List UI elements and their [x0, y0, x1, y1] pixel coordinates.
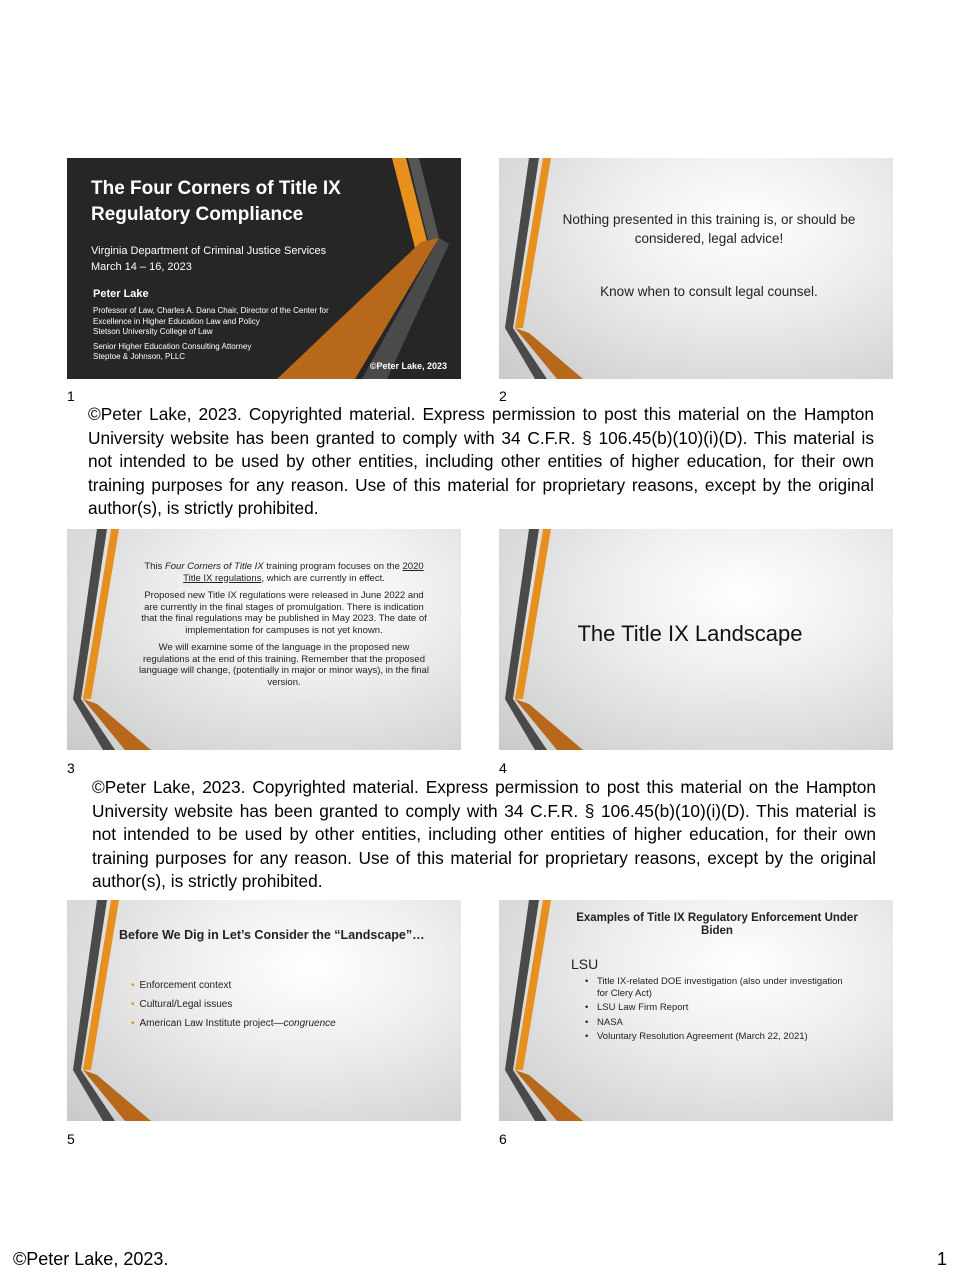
slide-6 — [499, 900, 893, 1121]
bullet-icon: • — [585, 1002, 589, 1013]
bullet-icon: • — [585, 1031, 589, 1042]
bullet-text: Enforcement context — [139, 980, 232, 991]
page-number: 1 — [936, 1249, 947, 1269]
slide-1-org: Virginia Department of Criminal Justice Services — [91, 245, 327, 257]
slide-1-presenter: Peter Lake — [93, 288, 149, 300]
slide-number: 5 — [67, 1131, 75, 1147]
bullet-icon: • — [585, 1016, 589, 1028]
copyright-notice: ©Peter Lake, 2023. Copyrighted material. Express permission to post this material on the Hampton University website has been granted to comply with 34 C.F.R. § 106.45(b)(10)(i)(D). This material is not intended to be used by other entities, including other entities of higher education, for their own training purposes for any reason. Use of this material for proprietary reasons, except by the original author(s), is strictly prohibited. — [92, 777, 876, 891]
bullet-text: NASA — [597, 1016, 623, 1028]
text-run: This — [144, 561, 165, 572]
slide-3-paragraph: Proposed new Title IX regulations were released in June 2022 and are currently in the final stages of promulgation. There is indication that the final regulations may be published in May 2023. The date of implementation for campuses is not yet known. — [141, 590, 427, 636]
list-item — [583, 1017, 843, 1029]
slide-5-bullets — [131, 976, 336, 1033]
affiliation-line: Senior Higher Education Consulting Attorney — [93, 341, 252, 351]
slide-number: 1 — [67, 388, 75, 404]
page-footer-copyright: ©Peter Lake, 2023. — [13, 1249, 169, 1269]
text-run: , which are currently in effect. — [261, 572, 385, 584]
slide-1-title: The Four Corners of Title IX Regulatory Compliance — [91, 178, 341, 225]
slide-4-title: The Title IX Landscape — [577, 621, 803, 646]
bullet-icon: • — [131, 1018, 135, 1029]
slide-5-title: Before We Dig in Let’s Consider the “Landscape”… — [119, 928, 425, 942]
slide-3-paragraph: We will examine some of the language in the proposed new regulations at the end of this training. Remember that the proposed language will change, (potentially in major or minor ways), in the final version. — [139, 642, 429, 688]
bullet-text: American Law Institute project— — [139, 1018, 284, 1029]
slide-1-affiliation — [93, 306, 343, 363]
slide-6-title: Examples of Title IX Regulatory Enforcement Under Biden — [576, 912, 858, 937]
list-item — [583, 976, 843, 999]
program-name: Four Corners of Title IX — [164, 561, 264, 572]
list-item — [131, 1014, 336, 1033]
slide-3-body — [139, 561, 429, 694]
slide-number: 2 — [499, 388, 507, 404]
slide-6-bullets — [583, 976, 843, 1046]
slide-4 — [499, 529, 893, 750]
slide-number: 3 — [67, 760, 75, 776]
list-item — [131, 995, 336, 1014]
affiliation-line: Professor of Law, Charles A. Dana Chair, Director of the Center for Excellence in Higher Education Law and Policy — [93, 306, 329, 326]
affiliation-line: Steptoe & Johnson, PLLC — [93, 352, 186, 361]
slide-3-paragraph — [139, 561, 429, 584]
list-item — [583, 1002, 843, 1014]
slide-number: 4 — [499, 760, 507, 776]
slide-6-subtitle: LSU — [571, 956, 599, 972]
copyright-notice: ©Peter Lake, 2023. Copyrighted material. Express permission to post this material on the Hampton University website has been granted to comply with 34 C.F.R. § 106.45(b)(10)(i)(D). This material is not intended to be used by other entities, including other entities of higher education, for their own training purposes for any reason. Use of this material for proprietary reasons, except by the original author(s), is strictly prohibited. — [88, 404, 874, 518]
bullet-text: Title IX-related DOE investigation (also under investigation for Clery Act) — [597, 976, 843, 999]
slide-1-event — [91, 243, 326, 275]
list-item — [583, 1031, 843, 1043]
bullet-text: Cultural/Legal issues — [139, 999, 233, 1010]
bullet-icon: • — [585, 976, 589, 987]
bullet-icon: • — [131, 999, 135, 1010]
slide-1 — [67, 158, 461, 379]
bullet-text: Voluntary Resolution Agreement (March 22, 2021) — [597, 1031, 808, 1042]
slide-1-copyright: ©Peter Lake, 2023 — [369, 361, 447, 371]
slide-5 — [67, 900, 461, 1121]
text-run: training program focuses on the — [263, 561, 403, 572]
bullet-text: LSU Law Firm Report — [597, 1002, 689, 1013]
slide-2 — [499, 158, 893, 379]
consult-counsel-text: Know when to consult legal counsel. — [600, 284, 818, 299]
bullet-icon: • — [131, 980, 135, 991]
slide-number: 6 — [499, 1131, 507, 1147]
bullet-emphasis: congruence — [283, 1018, 336, 1029]
disclaimer-text: Nothing presented in this training is, or should be considered, legal advice! — [562, 212, 856, 246]
regulations-link[interactable]: 2020 Title IX regulations — [183, 561, 424, 584]
slide-3 — [67, 529, 461, 750]
list-item — [131, 976, 336, 995]
affiliation-line: Stetson University College of Law — [93, 327, 213, 336]
slide-1-dates: March 14 – 16, 2023 — [91, 261, 192, 273]
slide-2-body — [559, 210, 859, 301]
